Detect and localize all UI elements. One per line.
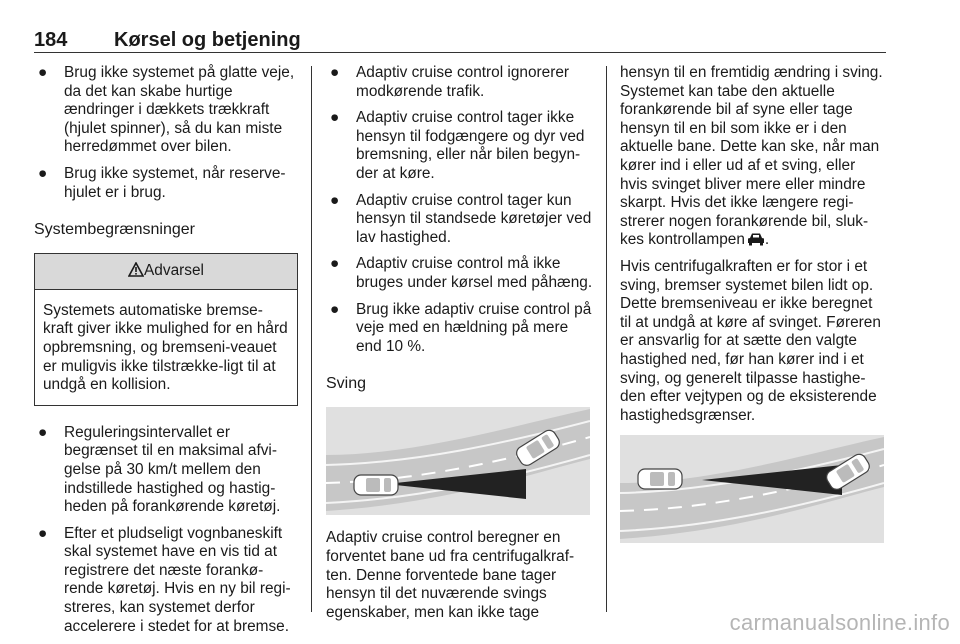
bullet-icon: ●: [330, 300, 340, 318]
page-header: [34, 28, 301, 52]
column-1: [34, 64, 298, 644]
list-item: ● Adaptiv cruise control tager kun hensyn til standsede køretøjer ved lav hastighed.: [330, 191, 592, 246]
vehicle-ahead-indicator-icon: [747, 232, 765, 246]
bullet-icon: ●: [330, 255, 340, 273]
warning-triangle-icon: [128, 262, 144, 277]
list-item: ● Adaptiv cruise control må ikke bruges under kørsel med påhæng.: [330, 255, 593, 291]
paragraph: hensyn til en fremtidig ændring i sving. Systemet kan tabe den aktuelle forankørende bil af syne eller tage hensyn til en bil som ikke er i den aktuelle bane. Dette kan ske, når man kører ind i eller ud af et sving, eller hvis svinget bliver mere eller mindre skarpt. Hvis det ikke længere regi-strerer nogen forankørende bil, sluk-kes kontrollampen .: [620, 64, 883, 249]
list-item: ● Adaptiv cruise control tager ikke hensyn til fodgængere og dyr ved bremsning, eller når bilen begyn-der at køre.: [330, 109, 585, 182]
paragraph: Adaptiv cruise control beregner en forventet bane ud fra centrifugalkraf-ten. Denne forventede bane tager hensyn til det nuværende svings egenskaber, men kan ikke tage: [326, 529, 575, 621]
bullet-icon: ●: [38, 524, 48, 542]
list-item: ● Reguleringsintervallet er begrænset til en maksimal afvi-gelse på 30 km/t mellem den indstillede hastighed og hastig-heden på forankørende køretøj.: [38, 423, 281, 516]
list-item: ● Brug ikke systemet på glatte veje, da det kan skabe hurtige ændringer i dækkets trækkraft (hjulet spinner), så du kan miste herredømmet over bilen.: [38, 64, 295, 156]
page-number: 184: [34, 29, 68, 51]
warning-title: Advarsel: [144, 262, 204, 280]
curve-road-cars-illustration: [326, 407, 590, 515]
paragraph: Hvis centrifugalkraften er for stor i et sving, bremser systemet bilen lidt op. Dette bremseniveau er ikke beregnet til at undgå at køre af svinget. Føreren er ansvarlig for at sætte den valgte hastighed ned, før han kører ind i et sving, og generelt tilpasse hastighe-den efter vejtypen og de eksisterende hastighedsgrænser.: [620, 257, 881, 424]
list-item: ● Brug ikke systemet, når reserve-hjulet er i brug.: [38, 164, 286, 201]
bullet-icon: ●: [330, 191, 340, 209]
list-item: ● Brug ikke adaptiv cruise control på veje med en hældning på mere end 10 %.: [330, 300, 592, 355]
column-2: [326, 64, 594, 630]
section-heading: Sving: [326, 375, 367, 393]
warning-header: [35, 254, 297, 290]
column-3: [620, 64, 886, 557]
warning-text: Systemets automatiske bremse-kraft giver ikke mulighed for en hård opbremsning, og bremseni-veauet er muligvis ikke tilstrække-ligt til at undgå en kollision.: [43, 301, 288, 394]
bullet-icon: ●: [38, 64, 48, 81]
bullet-icon: ●: [330, 64, 340, 81]
list-item: ● Efter et pludseligt vognbaneskift skal systemet have en vis tid at registrere det næste forankø-rende køretøj. Hvis en ny bil regi-streres, kan systemet derfor accelerere i stedet for at bremse.: [38, 524, 291, 635]
curve-road-cars-illustration: [620, 435, 884, 543]
header-rule: [34, 52, 886, 53]
section-heading: Systembegrænsninger: [34, 221, 195, 239]
warning-box: [34, 253, 298, 406]
list-item: ● Adaptiv cruise control ignorerer modkørende trafik.: [330, 64, 570, 100]
bullet-icon: ●: [38, 423, 48, 441]
watermark: carmanualsonline.info: [729, 610, 950, 635]
column-divider: [606, 66, 607, 612]
bullet-icon: ●: [38, 164, 48, 182]
bullet-icon: ●: [330, 109, 340, 127]
column-divider: [311, 66, 312, 612]
page-title: Kørsel og betjening: [114, 29, 301, 51]
